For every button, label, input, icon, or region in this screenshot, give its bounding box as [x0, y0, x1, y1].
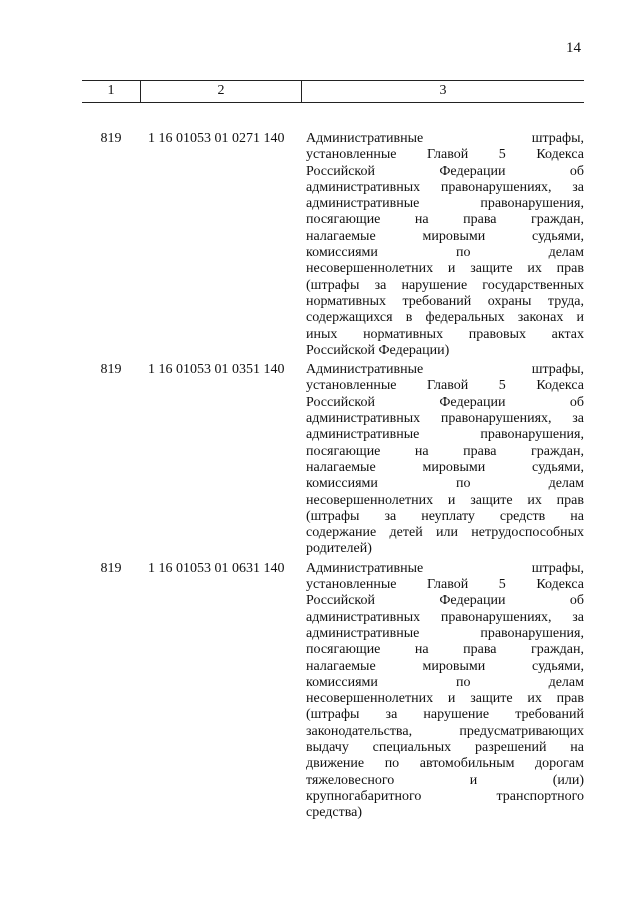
header-col-1: 1 — [107, 83, 115, 98]
table-row — [82, 362, 584, 558]
page-number: 14 — [566, 40, 581, 56]
admin-code-cell: 819 — [100, 362, 122, 378]
description-line: Российской Федерации об — [306, 163, 584, 179]
budget-classification-code-cell: 1 16 01053 01 0351 140 — [148, 362, 285, 378]
description-line: (штрафы за нарушение государственных — [306, 277, 584, 293]
description-line: нормативных требований охраны труда, — [306, 293, 584, 309]
description-line: налагаемые мировыми судьями, — [306, 228, 584, 244]
table-body — [82, 103, 584, 821]
description-line: Административные штрафы, — [306, 362, 584, 378]
description-cell — [300, 131, 584, 359]
description-line: административных правонарушениях, за — [306, 609, 584, 625]
description-line: несовершеннолетних и защите их прав — [306, 691, 584, 707]
description-line: Административные штрафы, — [306, 560, 584, 576]
table-row — [82, 561, 584, 822]
table-header — [82, 80, 584, 103]
header-col-3: 3 — [301, 81, 584, 102]
description-line: средства) — [306, 805, 362, 821]
description-line: несовершеннолетних и защите их прав — [306, 261, 584, 277]
description-line: комиссиями по делам — [306, 245, 584, 261]
description-line: Российской Федерации) — [306, 342, 450, 358]
description-line: комиссиями по делам — [306, 476, 584, 492]
description-line: тяжеловесного и (или) — [306, 772, 584, 788]
description-line: административных правонарушениях, за — [306, 179, 584, 195]
budget-classification-code-cell: 1 16 01053 01 0271 140 — [148, 131, 285, 146]
description-line: (штрафы за нарушение требований — [306, 707, 584, 723]
description-cell — [300, 561, 584, 822]
header-col-2: 2 — [140, 81, 301, 102]
description-line: законодательства, предусматривающих — [306, 723, 584, 739]
description-line: административных правонарушениях, за — [306, 411, 584, 427]
budget-classification-code-cell: 1 16 01053 01 0631 140 — [148, 560, 285, 576]
description-line: административные правонарушения, — [306, 196, 584, 212]
description-line: родителей) — [306, 541, 372, 557]
budget-codes-table — [82, 80, 584, 821]
description-line: посягающие на права граждан, — [306, 443, 584, 459]
description-line: крупногабаритного транспортного — [306, 788, 584, 804]
description-line: административные правонарушения, — [306, 427, 584, 443]
description-line: Российской Федерации об — [306, 394, 584, 410]
description-line: комиссиями по делам — [306, 674, 584, 690]
description-line: установленные Главой 5 Кодекса — [306, 147, 584, 163]
description-line: выдачу специальных разрешений на — [306, 739, 584, 755]
admin-code-cell: 819 — [100, 131, 122, 146]
description-line: несовершеннолетних и защите их прав — [306, 492, 584, 508]
description-line: установленные Главой 5 Кодекса — [306, 378, 584, 394]
description-line: содержание детей или нетрудоспособных — [306, 525, 584, 541]
admin-code-cell: 819 — [100, 560, 122, 576]
description-line: (штрафы за неуплату средств на — [306, 508, 584, 524]
description-line: Российской Федерации об — [306, 593, 584, 609]
description-line: посягающие на права граждан, — [306, 212, 584, 228]
description-line: Административные штрафы, — [306, 131, 584, 146]
description-line: налагаемые мировыми судьями, — [306, 459, 584, 475]
description-line: посягающие на права граждан, — [306, 642, 584, 658]
description-line: содержащихся в федеральных законах и — [306, 310, 584, 326]
description-line: налагаемые мировыми судьями, — [306, 658, 584, 674]
description-line: движение по автомобильным дорогам — [306, 756, 584, 772]
description-line: установленные Главой 5 Кодекса — [306, 577, 584, 593]
description-cell — [300, 362, 584, 558]
description-line: административные правонарушения, — [306, 625, 584, 641]
table-row — [82, 131, 584, 359]
description-line: иных нормативных правовых актах — [306, 326, 584, 342]
